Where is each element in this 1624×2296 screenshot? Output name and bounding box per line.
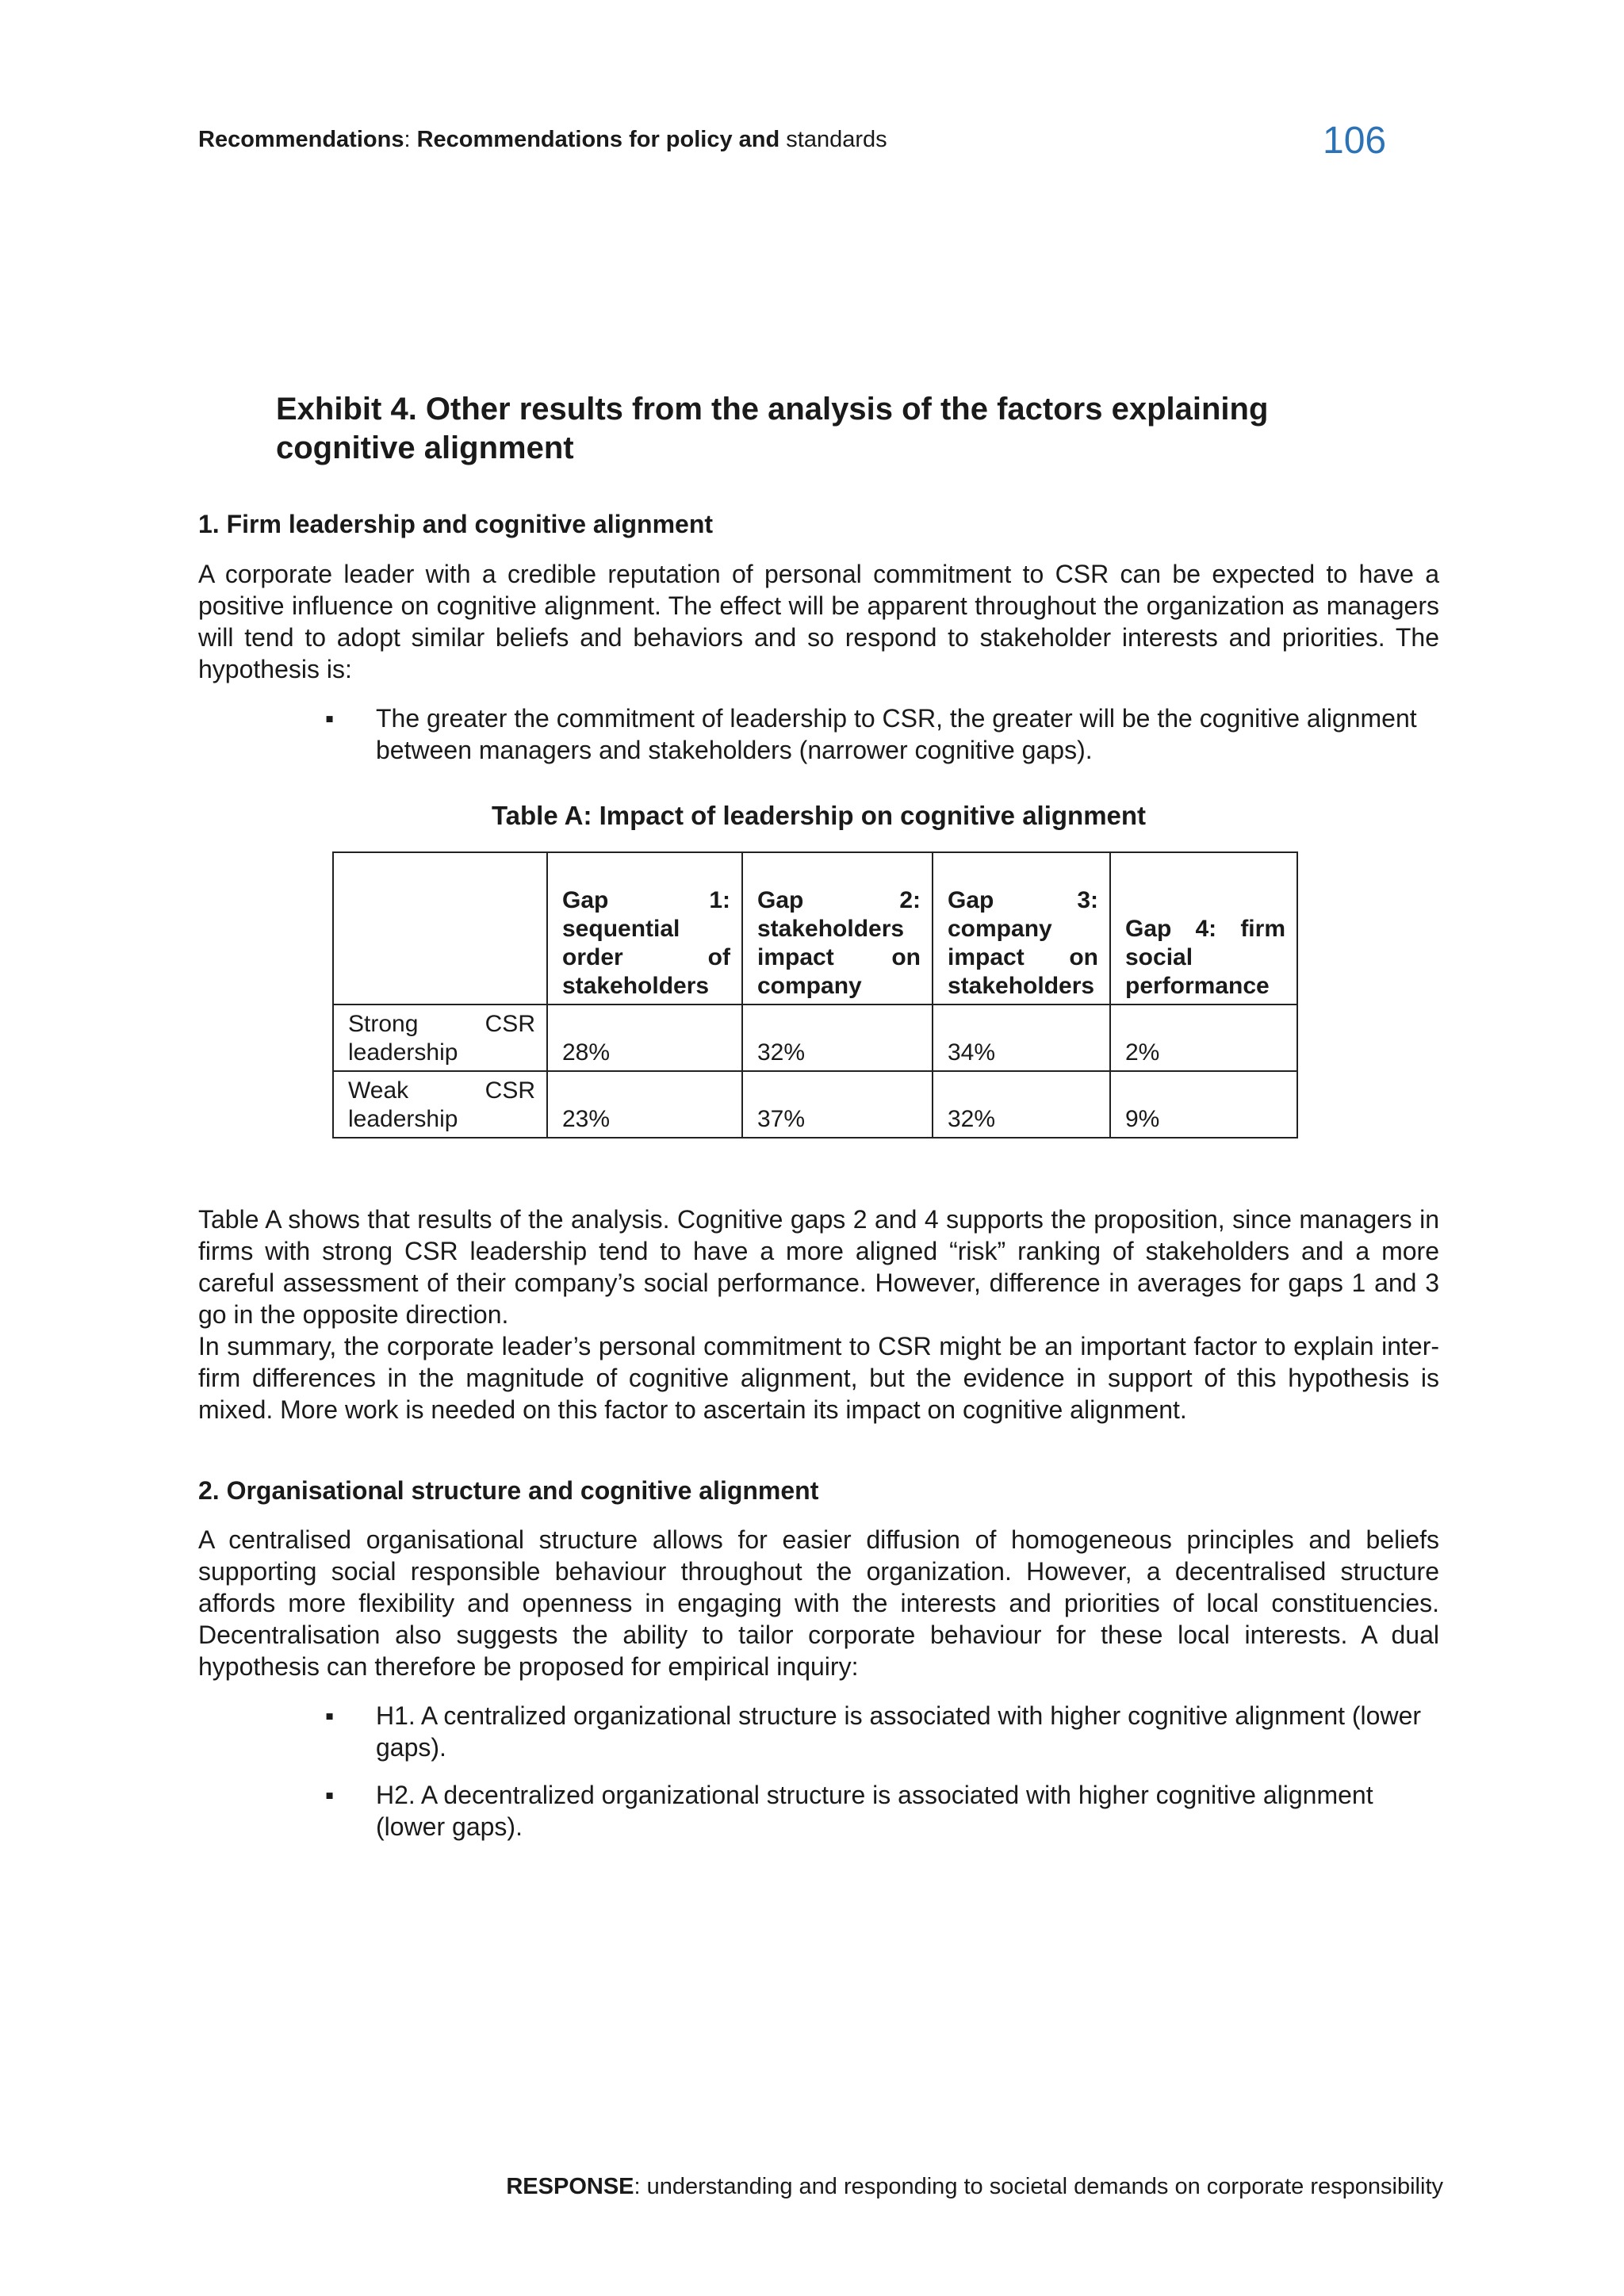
running-header	[198, 127, 887, 153]
bullet-text: The greater the commitment of leadership to CSR, the greater will be the cognitive alignment between managers and stakeholders (narrower cognitive gaps).	[376, 704, 1417, 764]
header-bold-1: Recommendations	[198, 127, 404, 152]
page-footer	[431, 2174, 1443, 2200]
table-header-row	[333, 852, 1297, 1004]
section-2-heading: 2. Organisational structure and cognitive alignment	[198, 1476, 819, 1505]
footer-bold: RESPONSE	[506, 2174, 634, 2199]
analysis-paragraph-2: In summary, the corporate leader’s personal commitment to CSR might be an important factor to explain inter-firm differences in the magnitude of cognitive alignment, but the evidence in support of this hypothesis is mixed. More work is needed on this factor to ascertain its impact on cognitive alignment.	[198, 1332, 1439, 1424]
table-cell: 2%	[1110, 1004, 1297, 1071]
exhibit-title-line-1: Exhibit 4. Other results from the analysis of the factors explaining	[276, 392, 1269, 427]
table-header-gap-4: Gap 4: firm social performance	[1110, 852, 1297, 1004]
section-1-intro: A corporate leader with a credible reputation of personal commitment to CSR can be expected to have a positive influence on cognitive alignment. The effect will be apparent throughout the organization as managers will tend to adopt similar beliefs and behaviors and so respond to stakeholder interests and priorities. The hypothesis is:	[198, 560, 1439, 683]
bullet-marker: ▪	[325, 1781, 335, 1809]
table-cell: 32%	[742, 1004, 933, 1071]
bullet-text: H1. A centralized organizational structure is associated with higher cognitive alignment (lower gaps).	[376, 1701, 1422, 1762]
table-caption: Table A: Impact of leadership on cognitive alignment	[491, 801, 1147, 830]
bullet-marker: ▪	[325, 1701, 335, 1730]
table-cell: 9%	[1110, 1071, 1297, 1138]
page-number: 106	[1323, 120, 1387, 162]
page-header	[198, 119, 1391, 166]
table-cell: 32%	[933, 1071, 1110, 1138]
table-cell: 28%	[547, 1004, 742, 1071]
table-row	[333, 1071, 1297, 1138]
footer-rest: : understanding and responding to societal demands on corporate responsibility	[634, 2174, 1443, 2199]
header-sep: :	[404, 127, 417, 152]
header-bold-2: Recommendations for policy and	[416, 127, 780, 152]
exhibit-title-line-2: cognitive alignment	[276, 430, 574, 465]
header-rest: standards	[779, 127, 887, 152]
analysis-paragraph-1: Table A shows that results of the analysis. Cognitive gaps 2 and 4 supports the proposition, since managers in firms with strong CSR leadership tend to have a more aligned “risk” ranking of stakeholders and a more careful assessment of their company’s social performance. However, difference in averages for gaps 1 and 3 go in the opposite direction.	[198, 1205, 1439, 1329]
table-header-gap-2: Gap 2: stakeholders impact on company	[742, 852, 933, 1004]
table-header-gap-1: Gap 1: sequential order of stakeholders	[547, 852, 742, 1004]
table-header-gap-3: Gap 3: company impact on stakeholders	[933, 852, 1110, 1004]
table-row	[333, 1004, 1297, 1071]
row-label-weak: Weak CSR leadership	[333, 1071, 547, 1138]
bullet-text: H2. A decentralized organizational structure is associated with higher cognitive alignment (lower gaps).	[376, 1781, 1373, 1841]
exhibit-title	[276, 390, 1386, 468]
section-2-intro: A centralised organisational structure allows for easier diffusion of homogeneous principles and beliefs supporting social responsible behaviour throughout the organization. However, a decentralised structure affords more flexibility and openness in engaging with the interests and priorities of local constituencies. Decentralisation also suggests the ability to tailor corporate behaviour for these local interests. A dual hypothesis can therefore be proposed for empirical inquiry:	[198, 1525, 1439, 1681]
table-cell: 34%	[933, 1004, 1110, 1071]
section-1-heading: 1. Firm leadership and cognitive alignment	[198, 510, 714, 538]
bullet-marker: ▪	[325, 704, 335, 733]
row-label-strong: Strong CSR leadership	[333, 1004, 547, 1071]
leadership-table	[332, 851, 1298, 1138]
table-corner-cell	[333, 852, 547, 1004]
table-cell: 23%	[547, 1071, 742, 1138]
table-cell: 37%	[742, 1071, 933, 1138]
